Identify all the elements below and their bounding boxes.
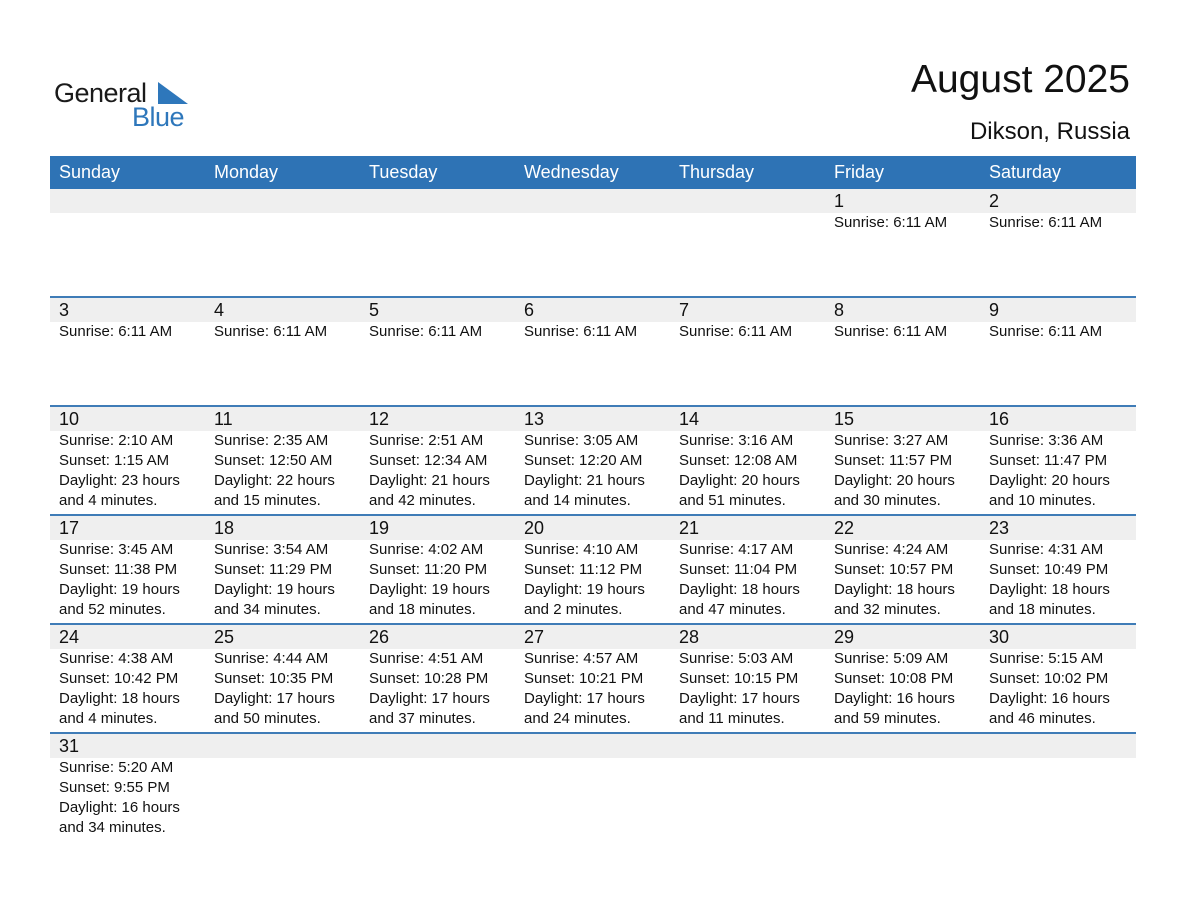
- logo-blue-text: Blue: [132, 102, 185, 132]
- day-detail-line: Sunset: 10:35 PM: [214, 670, 334, 687]
- day-detail-line: Sunset: 10:28 PM: [369, 670, 489, 687]
- day-detail-line: Sunset: 11:57 PM: [834, 452, 953, 469]
- day-cell: [825, 407, 980, 511]
- empty-day-cell: [670, 734, 825, 838]
- day-number: 24: [59, 627, 80, 647]
- day-number: 26: [369, 627, 390, 647]
- day-detail-line: Sunrise: 5:09 AM: [834, 650, 949, 667]
- day-number: 21: [679, 518, 700, 538]
- day-cell: [515, 625, 670, 729]
- day-cell: [980, 189, 1135, 233]
- day-detail-line: Daylight: 19 hours: [369, 581, 490, 598]
- weekday-saturday: Saturday: [989, 162, 1062, 182]
- day-detail-line: and 18 minutes.: [369, 601, 476, 618]
- day-cell: [980, 298, 1135, 342]
- day-number: 9: [989, 300, 1000, 320]
- empty-day-cell: [825, 734, 980, 838]
- day-detail-line: and 30 minutes.: [834, 492, 941, 509]
- day-number: 13: [524, 409, 545, 429]
- empty-day-cell: [50, 189, 205, 233]
- day-cell: [515, 516, 670, 620]
- day-detail-line: and 51 minutes.: [679, 492, 786, 509]
- day-detail-line: Daylight: 16 hours: [834, 690, 955, 707]
- day-cell: [670, 298, 825, 342]
- empty-day-cell: [670, 189, 825, 233]
- weekday-sunday: Sunday: [59, 162, 121, 182]
- day-cell: [205, 625, 360, 729]
- day-detail-line: Daylight: 18 hours: [989, 581, 1110, 598]
- day-detail-line: Daylight: 23 hours: [59, 472, 180, 489]
- day-detail-line: Sunrise: 4:31 AM: [989, 541, 1104, 558]
- day-detail-line: Sunset: 12:08 AM: [679, 452, 798, 469]
- day-detail-line: Sunrise: 2:51 AM: [369, 432, 484, 449]
- day-cell: [825, 298, 980, 342]
- day-detail-line: Daylight: 17 hours: [369, 690, 490, 707]
- day-detail-line: Sunrise: 6:11 AM: [834, 323, 948, 340]
- day-cell: [515, 407, 670, 511]
- location-label: Dikson, Russia: [969, 118, 1130, 145]
- day-detail-line: Sunset: 11:04 PM: [679, 561, 798, 578]
- day-cell: [360, 298, 515, 342]
- day-number: 19: [369, 518, 390, 538]
- day-number: 6: [524, 300, 535, 320]
- weekday-thursday: Thursday: [679, 162, 755, 182]
- day-detail-line: and 47 minutes.: [679, 601, 786, 618]
- day-detail-line: and 10 minutes.: [989, 492, 1096, 509]
- day-detail-line: Sunrise: 4:38 AM: [59, 650, 174, 667]
- week-days: [50, 516, 1136, 620]
- week-row: [50, 623, 1136, 732]
- day-cell: [205, 407, 360, 511]
- day-detail-line: Sunrise: 4:44 AM: [214, 650, 329, 667]
- day-detail-line: Sunrise: 6:11 AM: [989, 214, 1103, 231]
- day-cell: [50, 734, 205, 838]
- day-detail-line: Daylight: 16 hours: [989, 690, 1110, 707]
- day-detail-line: Sunrise: 2:35 AM: [214, 432, 329, 449]
- day-number: 17: [59, 518, 80, 538]
- day-number: 5: [369, 300, 380, 320]
- day-detail-line: Sunrise: 3:45 AM: [59, 541, 174, 558]
- day-detail-line: Sunset: 11:29 PM: [214, 561, 333, 578]
- weekday-wednesday: Wednesday: [524, 162, 619, 182]
- day-cell: [825, 189, 980, 233]
- day-number: 20: [524, 518, 545, 538]
- day-detail-line: Sunset: 11:12 PM: [524, 561, 643, 578]
- day-detail-line: Daylight: 18 hours: [59, 690, 180, 707]
- day-number: 30: [989, 627, 1010, 647]
- day-detail-line: and 11 minutes.: [679, 710, 785, 727]
- day-detail-line: Sunset: 10:02 PM: [989, 670, 1109, 687]
- day-detail-line: Sunset: 10:49 PM: [989, 561, 1109, 578]
- week-row: [50, 405, 1136, 514]
- day-number: 28: [679, 627, 700, 647]
- day-detail-line: and 14 minutes.: [524, 492, 631, 509]
- week-days: [50, 189, 1136, 233]
- day-detail-line: and 59 minutes.: [834, 710, 941, 727]
- day-detail-line: Daylight: 19 hours: [524, 581, 645, 598]
- empty-day-cell: [360, 734, 515, 838]
- logo: [54, 78, 194, 134]
- day-cell: [205, 298, 360, 342]
- day-detail-line: Sunset: 12:34 AM: [369, 452, 488, 469]
- day-detail-line: Sunset: 10:08 PM: [834, 670, 954, 687]
- day-detail-line: Sunset: 10:42 PM: [59, 670, 179, 687]
- week-days: [50, 625, 1136, 729]
- day-detail-line: Sunrise: 6:11 AM: [59, 323, 173, 340]
- day-number: 8: [834, 300, 845, 320]
- day-number: 3: [59, 300, 70, 320]
- day-detail-line: Sunrise: 6:11 AM: [214, 323, 328, 340]
- day-detail-line: Sunrise: 6:11 AM: [989, 323, 1103, 340]
- day-cell: [980, 516, 1135, 620]
- day-detail-line: and 15 minutes.: [214, 492, 321, 509]
- day-number: 25: [214, 627, 235, 647]
- day-detail-line: Sunset: 11:20 PM: [369, 561, 488, 578]
- day-detail-line: and 52 minutes.: [59, 601, 166, 618]
- day-number: 7: [679, 300, 690, 320]
- day-detail-line: Sunset: 1:15 AM: [59, 452, 170, 469]
- day-detail-line: Sunrise: 2:10 AM: [59, 432, 174, 449]
- weekday-header: [50, 156, 1136, 189]
- day-detail-line: and 4 minutes.: [59, 710, 158, 727]
- day-detail-line: Daylight: 18 hours: [834, 581, 955, 598]
- day-detail-line: Sunrise: 4:17 AM: [679, 541, 794, 558]
- day-number: 22: [834, 518, 855, 538]
- day-detail-line: Sunrise: 6:11 AM: [369, 323, 483, 340]
- empty-day-cell: [515, 189, 670, 233]
- calendar-grid: [50, 156, 1136, 844]
- day-detail-line: Sunrise: 3:54 AM: [214, 541, 329, 558]
- day-cell: [670, 516, 825, 620]
- day-detail-line: Sunrise: 3:36 AM: [989, 432, 1104, 449]
- day-detail-line: and 34 minutes.: [59, 819, 166, 836]
- day-number: 14: [679, 409, 700, 429]
- day-detail-line: Daylight: 21 hours: [524, 472, 645, 489]
- day-detail-line: Daylight: 17 hours: [214, 690, 335, 707]
- week-row: [50, 732, 1136, 844]
- day-detail-line: Sunrise: 4:02 AM: [369, 541, 484, 558]
- day-detail-line: and 34 minutes.: [214, 601, 321, 618]
- day-cell: [515, 298, 670, 342]
- empty-day-cell: [515, 734, 670, 838]
- day-detail-line: and 46 minutes.: [989, 710, 1096, 727]
- empty-day-cell: [205, 734, 360, 838]
- weekday-friday: Friday: [834, 162, 885, 182]
- day-detail-line: and 50 minutes.: [214, 710, 321, 727]
- day-detail-line: Sunrise: 3:05 AM: [524, 432, 639, 449]
- day-detail-line: and 32 minutes.: [834, 601, 941, 618]
- day-cell: [205, 516, 360, 620]
- day-detail-line: Sunset: 9:55 PM: [59, 779, 170, 796]
- day-cell: [360, 407, 515, 511]
- logo-general-text: General: [54, 78, 147, 108]
- day-cell: [825, 625, 980, 729]
- day-detail-line: Sunrise: 3:16 AM: [679, 432, 794, 449]
- day-number: 12: [369, 409, 390, 429]
- day-detail-line: Sunrise: 5:15 AM: [989, 650, 1104, 667]
- day-number: 29: [834, 627, 855, 647]
- day-detail-line: Sunset: 10:15 PM: [679, 670, 799, 687]
- day-number: 23: [989, 518, 1010, 538]
- day-detail-line: Daylight: 16 hours: [59, 799, 180, 816]
- day-detail-line: and 2 minutes.: [524, 601, 623, 618]
- day-cell: [825, 516, 980, 620]
- week-row: [50, 296, 1136, 405]
- day-number: 18: [214, 518, 235, 538]
- day-detail-line: Sunset: 10:57 PM: [834, 561, 954, 578]
- day-detail-line: Daylight: 20 hours: [989, 472, 1110, 489]
- day-detail-line: and 18 minutes.: [989, 601, 1096, 618]
- week-row: [50, 514, 1136, 623]
- page-title: August 2025: [910, 58, 1130, 101]
- weekday-tuesday: Tuesday: [369, 162, 438, 182]
- day-cell: [670, 407, 825, 511]
- day-detail-line: Daylight: 19 hours: [214, 581, 335, 598]
- day-detail-line: and 37 minutes.: [369, 710, 476, 727]
- day-detail-line: Sunrise: 4:10 AM: [524, 541, 639, 558]
- day-detail-line: Sunrise: 5:20 AM: [59, 759, 174, 776]
- day-detail-line: Sunrise: 4:51 AM: [369, 650, 484, 667]
- day-number: 4: [214, 300, 225, 320]
- day-detail-line: Sunrise: 4:24 AM: [834, 541, 949, 558]
- day-detail-line: Sunrise: 6:11 AM: [524, 323, 638, 340]
- day-number: 15: [834, 409, 855, 429]
- week-days: [50, 298, 1136, 342]
- day-detail-line: Sunrise: 5:03 AM: [679, 650, 794, 667]
- day-number: 11: [214, 409, 233, 429]
- empty-day-cell: [360, 189, 515, 233]
- day-cell: [50, 407, 205, 511]
- day-detail-line: Sunrise: 6:11 AM: [834, 214, 948, 231]
- day-number: 27: [524, 627, 545, 647]
- day-detail-line: Sunrise: 3:27 AM: [834, 432, 949, 449]
- day-detail-line: Sunset: 12:20 AM: [524, 452, 643, 469]
- day-detail-line: Daylight: 18 hours: [679, 581, 800, 598]
- day-number: 16: [989, 409, 1010, 429]
- day-cell: [50, 298, 205, 342]
- day-cell: [670, 625, 825, 729]
- day-detail-line: Daylight: 22 hours: [214, 472, 335, 489]
- day-cell: [360, 516, 515, 620]
- day-cell: [980, 625, 1135, 729]
- day-detail-line: Daylight: 17 hours: [524, 690, 645, 707]
- week-row: [50, 189, 1136, 296]
- day-detail-line: Daylight: 20 hours: [679, 472, 800, 489]
- week-days: [50, 734, 1136, 838]
- day-detail-line: and 4 minutes.: [59, 492, 158, 509]
- day-detail-line: and 24 minutes.: [524, 710, 631, 727]
- day-detail-line: Sunrise: 4:57 AM: [524, 650, 639, 667]
- weeks-container: [50, 189, 1136, 844]
- day-detail-line: Daylight: 21 hours: [369, 472, 490, 489]
- day-number: 10: [59, 409, 80, 429]
- day-detail-line: Sunset: 10:21 PM: [524, 670, 644, 687]
- day-detail-line: Daylight: 17 hours: [679, 690, 800, 707]
- day-detail-line: Sunrise: 6:11 AM: [679, 323, 793, 340]
- week-days: [50, 407, 1136, 511]
- day-number: 1: [834, 191, 845, 211]
- day-number: 2: [989, 191, 1000, 211]
- day-cell: [50, 516, 205, 620]
- day-detail-line: Sunset: 11:47 PM: [989, 452, 1108, 469]
- day-detail-line: Sunset: 12:50 AM: [214, 452, 333, 469]
- day-cell: [980, 407, 1135, 511]
- logo-triangle-icon: [158, 82, 188, 104]
- day-detail-line: Daylight: 19 hours: [59, 581, 180, 598]
- empty-day-cell: [205, 189, 360, 233]
- day-detail-line: Sunset: 11:38 PM: [59, 561, 178, 578]
- day-cell: [360, 625, 515, 729]
- weekday-monday: Monday: [214, 162, 279, 182]
- day-number: 31: [59, 736, 80, 756]
- empty-day-cell: [980, 734, 1135, 838]
- day-cell: [50, 625, 205, 729]
- day-detail-line: and 42 minutes.: [369, 492, 476, 509]
- day-detail-line: Daylight: 20 hours: [834, 472, 955, 489]
